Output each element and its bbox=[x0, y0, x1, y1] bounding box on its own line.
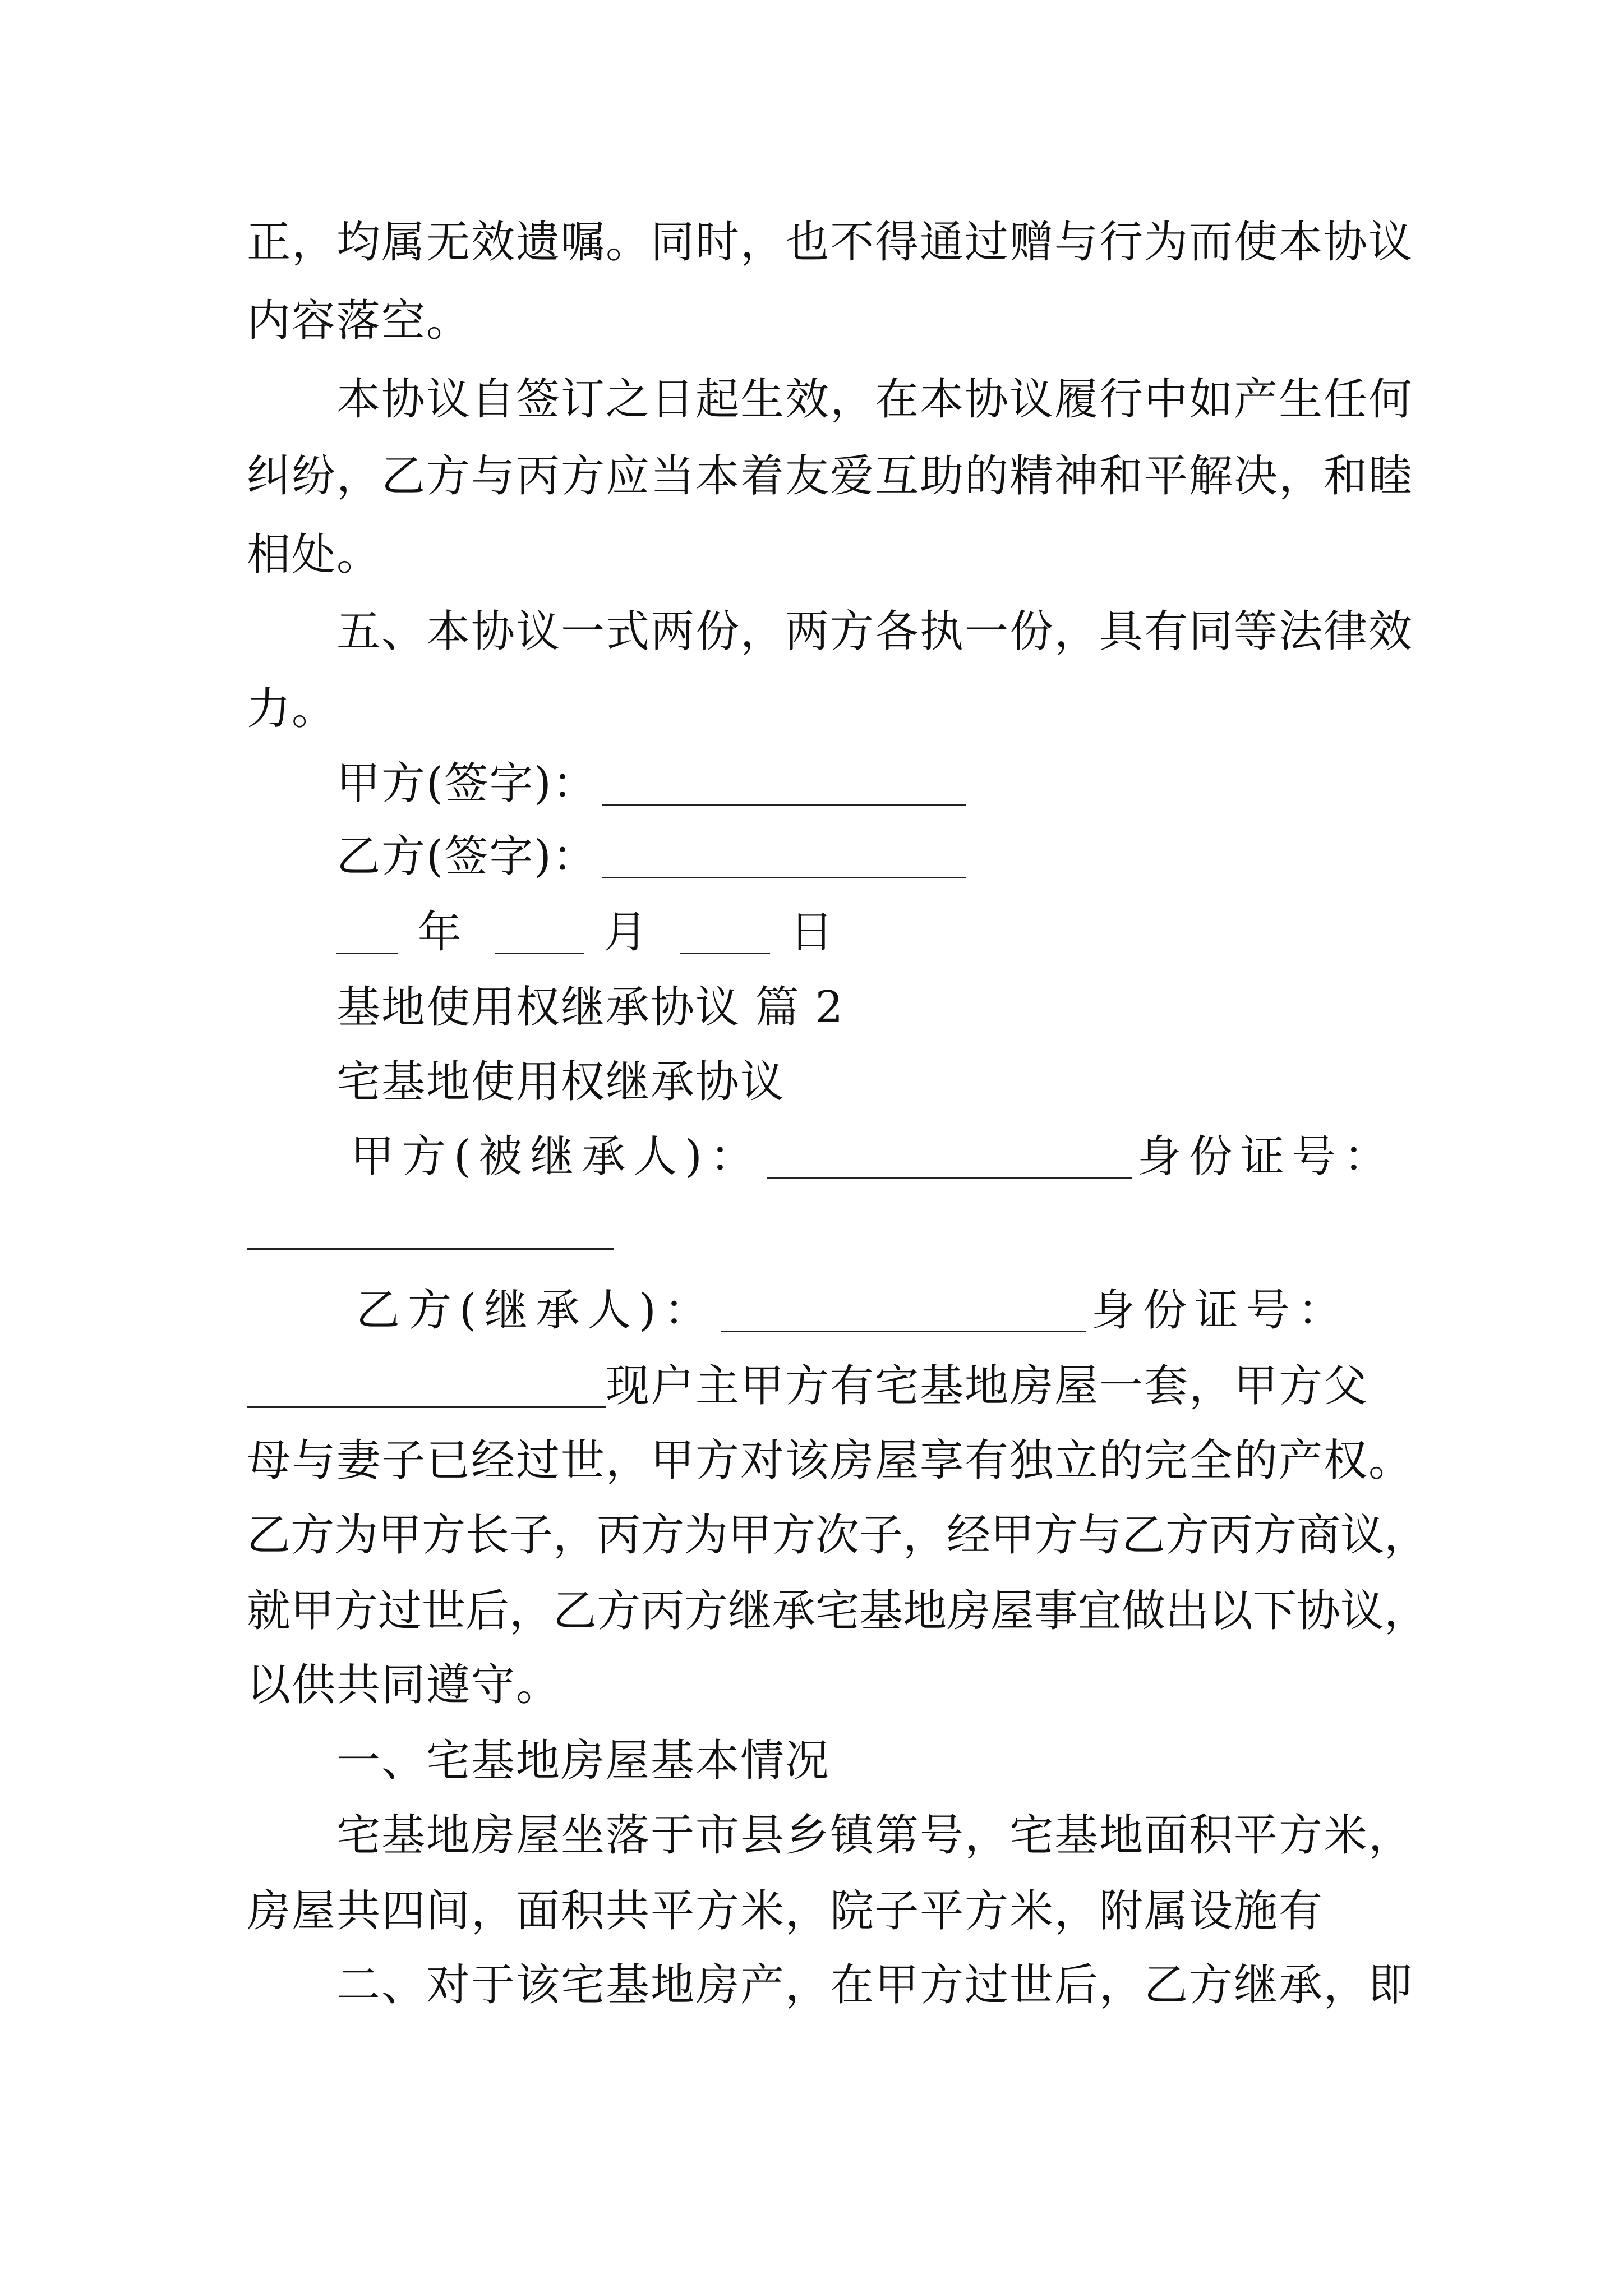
day-blank[interactable] bbox=[680, 918, 770, 954]
signature-blank-b[interactable] bbox=[602, 842, 966, 878]
text-line-15: 房屋共四间，面积共平方米，院子平方米，附属设施有 bbox=[247, 1886, 1324, 1936]
text-line-9: 母与妻子已经过世，甲方对该房屋享有独立的完全的产权。 bbox=[247, 1435, 1414, 1486]
party-b-label: 乙方(继承人)： bbox=[356, 1285, 716, 1336]
text-line-13: 一、宅基地房屋基本情况 bbox=[336, 1736, 831, 1786]
party-b-line bbox=[356, 1285, 1349, 1336]
month-label: 月 bbox=[603, 907, 649, 958]
party-a-id-label: 身份证号： bbox=[1137, 1131, 1395, 1182]
party-a-line bbox=[351, 1131, 1395, 1182]
text-line-6: 五、本协议一式两份，两方各执一份，具有同等法律效 bbox=[336, 606, 1414, 657]
year-blank[interactable] bbox=[336, 918, 398, 954]
signature-blank-a[interactable] bbox=[602, 769, 966, 806]
agreement-title: 宅基地使用权继承协议 bbox=[336, 1057, 786, 1107]
party-b-id-label: 身份证号： bbox=[1091, 1285, 1349, 1336]
year-label: 年 bbox=[417, 907, 463, 958]
party-b-name-blank[interactable] bbox=[721, 1296, 1086, 1332]
party-a-name-blank[interactable] bbox=[767, 1142, 1132, 1179]
party-b-id-blank[interactable] bbox=[247, 1372, 606, 1408]
signature-label-b: 乙方(签字)： bbox=[336, 831, 597, 882]
text-line-11: 就甲方过世后，乙方丙方继承宅基地房屋事宜做出以下协议， bbox=[247, 1586, 1428, 1636]
text-line-12: 以供共同遵守。 bbox=[247, 1660, 561, 1710]
party-a-id-blank[interactable] bbox=[247, 1248, 614, 1250]
signature-label-a: 甲方(签字)： bbox=[336, 758, 597, 809]
section-heading: 基地使用权继承协议 篇 2 bbox=[336, 982, 845, 1033]
signature-line-party-a bbox=[336, 758, 971, 809]
text-line-8 bbox=[247, 1361, 1369, 1411]
text-line-2: 内容落空。 bbox=[247, 296, 472, 346]
text-line-5: 相处。 bbox=[247, 530, 382, 580]
month-blank[interactable] bbox=[495, 918, 584, 954]
text-line-14: 宅基地房屋坐落于市县乡镇第号，宅基地面积平方米， bbox=[336, 1810, 1414, 1861]
text-line-1: 正，均属无效遗嘱。同时，也不得通过赠与行为而使本协议 bbox=[247, 217, 1414, 268]
text-line-10: 乙方为甲方长子，丙方为甲方次子，经甲方与乙方丙方商议， bbox=[247, 1510, 1428, 1561]
signature-line-party-b bbox=[336, 831, 971, 882]
text-line-4: 纠纷，乙方与丙方应当本着友爱互助的精神和平解决，和睦 bbox=[247, 451, 1414, 501]
date-line bbox=[336, 907, 835, 958]
text-line-7: 力。 bbox=[247, 684, 337, 734]
party-a-label: 甲方(被继承人)： bbox=[351, 1131, 762, 1182]
day-label: 日 bbox=[790, 907, 835, 958]
text-line-8-content: 现户主甲方有宅基地房屋一套，甲方父 bbox=[606, 1361, 1369, 1411]
text-line-3: 本协议自签订之日起生效，在本协议履行中如产生任何 bbox=[336, 374, 1414, 425]
text-line-16: 二、对于该宅基地房产，在甲方过世后，乙方继承，即 bbox=[336, 1960, 1414, 2010]
